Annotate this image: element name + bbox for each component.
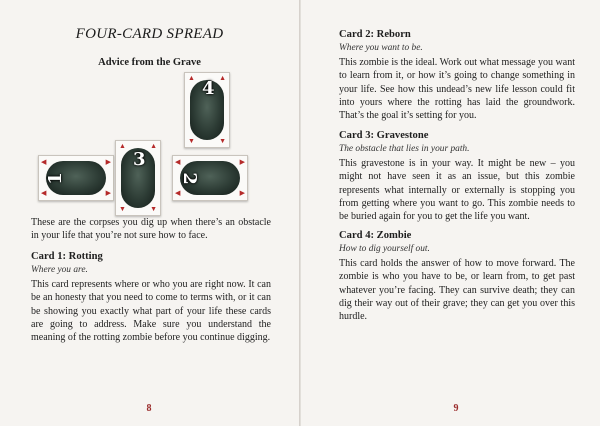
card-3-heading: Card 3: Gravestone [339,130,429,141]
card-2-body: This zombie is the ideal. Work out what message you want to learn from it, or how it’s going to change something in your life. See how this undead’s new life lesson could fit into yours where the rotting has laid the groundwork. That’s the goal it’s setting for you. [339,57,575,122]
card-1-body: This card represents where or who you are right now. It can be an honesty that you need to come to terms with, or it can be showing you exactly what part of your life these cards are going to address. Make sure you understand the meaning of the rotting zombie before you continue digging. [31,279,271,344]
arrow-down-icon: ▼ [150,205,157,213]
tarot-card-1 [38,155,114,201]
card-4-heading: Card 4: Zombie [339,230,412,241]
card-number: 2 [178,172,200,185]
right-page [301,0,600,426]
arrow-up-icon: ▲ [119,142,126,150]
page-title: FOUR-CARD SPREAD [75,26,224,42]
arrow-left-icon: ◀ [41,189,47,197]
tarot-card-4 [184,72,230,148]
card-4-body: This card holds the answer of how to move forward. The zombie is who you have to be, or learn from, to get past whatever you’re facing. They can survive death; they can dig their way out of their grave; they can get you over this hurdle. [339,258,575,323]
card-number: 3 [133,149,146,170]
arrow-up-icon: ▲ [150,142,157,150]
arrow-down-icon: ▼ [119,205,126,213]
arrow-left-icon: ◀ [41,158,47,166]
arrow-left-icon: ◀ [175,158,181,166]
page-number-right: 9 [453,403,459,414]
card-3-body: This gravestone is in your way. It might be new – you might not have seen it as an issue, but this zombie represents what internally or externally is stopping you from getting where you want to go. This zombie needs to be buried again for you to get the life you want. [339,158,575,223]
spread-subtitle: Advice from the Grave [98,57,201,68]
arrow-down-icon: ▼ [219,137,226,145]
arrow-up-icon: ▲ [188,74,195,82]
arrow-right-icon: ▶ [239,158,245,166]
card-4-subheading: How to dig yourself out. [339,244,430,254]
card-number: 1 [44,172,66,185]
tarot-card-3 [115,140,161,216]
card-number: 4 [202,78,215,99]
card-3-subheading: The obstacle that lies in your path. [339,144,470,154]
card-2-heading: Card 2: Reborn [339,29,411,40]
arrow-down-icon: ▼ [188,137,195,145]
left-page [0,0,299,426]
arrow-right-icon: ▶ [105,158,111,166]
card-1-heading: Card 1: Rotting [31,251,103,262]
page-number-left: 8 [146,403,152,414]
card-1-subheading: Where you are. [31,265,88,275]
arrow-right-icon: ▶ [105,189,111,197]
tarot-card-2 [172,155,248,201]
intro-paragraph: These are the corpses you dig up when there’s an obstacle in your life that you’re not sure how to face. [31,217,271,242]
card-2-subheading: Where you want to be. [339,43,423,53]
arrow-right-icon: ▶ [239,189,245,197]
arrow-up-icon: ▲ [219,74,226,82]
arrow-left-icon: ◀ [175,189,181,197]
